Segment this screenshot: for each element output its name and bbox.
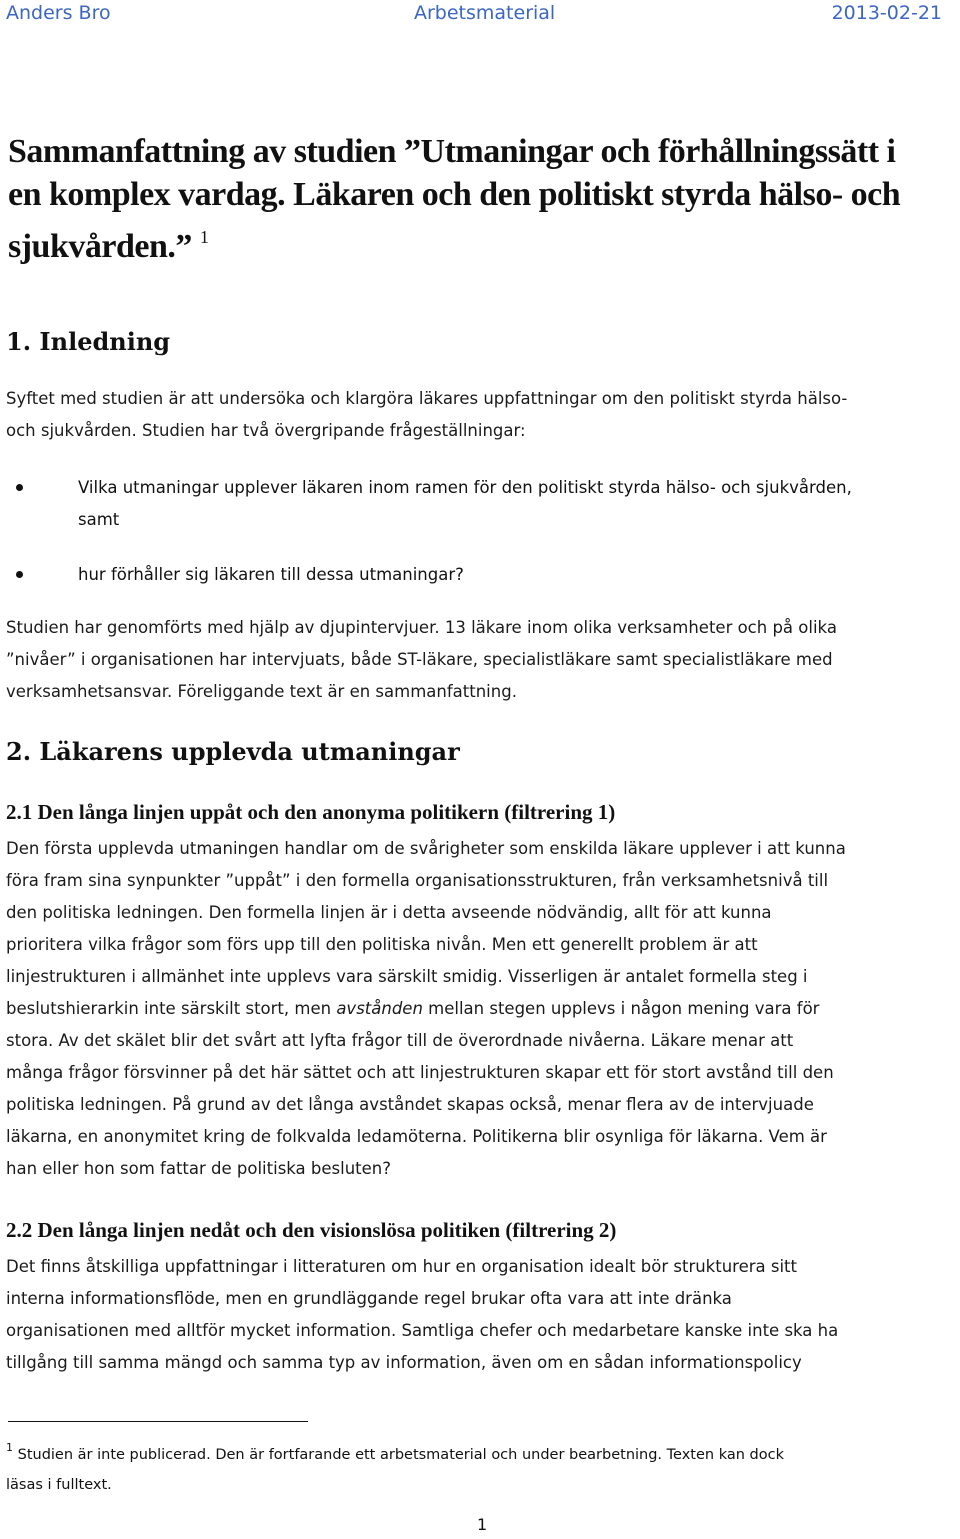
bullet-line: hur förhåller sig läkaren till dessa utmaningar?	[78, 565, 464, 584]
footnote-marker: 1	[6, 1441, 13, 1454]
paragraph-line: linjestrukturen i allmänhet inte upplevs vara särskilt smidig. Visserligen är antalet formella steg i	[6, 967, 808, 986]
method-paragraph	[6, 612, 956, 708]
paragraph-line: politiska ledningen. På grund av det långa avståndet skapas också, menar flera av de intervjuade	[6, 1095, 814, 1114]
paragraph-line: Den första upplevda utmaningen handlar om de svårigheter som enskilda läkare upplever i att kunna	[6, 839, 846, 858]
bullet-line: samt	[78, 510, 120, 529]
subsection-heading-2-2: 2.2 Den långa linjen nedåt och den visionslösa politiken (filtrering 2)	[6, 1218, 617, 1242]
header-date: 2013-02-21	[831, 2, 942, 24]
title-line: Sammanfattning av studien ”Utmaningar och förhållningssätt i	[8, 133, 896, 170]
paragraph-line: och sjukvården. Studien har två övergripande frågeställningar:	[6, 421, 526, 440]
paragraph-line: Syftet med studien är att undersöka och klargöra läkares uppfattningar om den politiskt styrda hälso-	[6, 389, 848, 408]
title-line: en komplex vardag. Läkaren och den politiskt styrda hälso- och	[8, 176, 901, 213]
paragraph-line: Det finns åtskilliga uppfattningar i litteraturen om hur en organisation idealt bör strukturera sitt	[6, 1257, 798, 1276]
paragraph-line: läkarna, en anonymitet kring de folkvalda ledamöterna. Politikerna blir osynliga för läkarna. Vem är	[6, 1127, 827, 1146]
paragraph-line: han eller hon som fattar de politiska besluten?	[6, 1159, 392, 1178]
line-text: mellan stegen upplevs i någon mening vara för	[422, 999, 820, 1018]
paragraph-line: många frågor försvinner på det här sättet och att linjestrukturen skapar ett för stort avstånd till den	[6, 1063, 834, 1082]
paragraph-line: ”nivåer” i organisationen har intervjuats, både ST-läkare, specialistläkare samt specialistläkare med	[6, 650, 833, 669]
section-heading-inledning: 1. Inledning	[6, 327, 171, 356]
paragraph-line: verksamhetsansvar. Föreliggande text är en sammanfattning.	[6, 682, 517, 701]
header-author: Anders Bro	[6, 2, 111, 24]
paragraph-line: tillgång till samma mängd och samma typ av information, även om en sådan informationspolicy	[6, 1353, 802, 1372]
footnote-text: Studien är inte publicerad. Den är fortfarande ett arbetsmaterial och under bearbetning. Texten kan dock	[13, 1447, 784, 1463]
title-line-text: sjukvården.”	[8, 228, 192, 265]
bullet-icon	[16, 484, 23, 491]
paragraph-line: interna informationsflöde, men en grundläggande regel brukar ofta vara att inte dränka	[6, 1289, 732, 1308]
section-2-2-paragraph	[6, 1251, 956, 1379]
intro-paragraph	[6, 383, 956, 447]
section-heading-utmaningar: 2. Läkarens upplevda utmaningar	[6, 737, 460, 766]
footnote-divider	[8, 1421, 308, 1422]
paragraph-line: Studien har genomförts med hjälp av djupintervjuer. 13 läkare inom olika verksamheter och på olika	[6, 618, 837, 637]
title-line	[8, 216, 958, 268]
footnote-line: läsas i fulltext.	[6, 1477, 112, 1493]
header-label: Arbetsmaterial	[414, 2, 556, 24]
subsection-heading-2-1: 2.1 Den långa linjen uppåt och den anonyma politikern (filtrering 1)	[6, 800, 616, 824]
page-header	[0, 0, 960, 30]
paragraph-line: stora. Av det skälet blir det svårt att lyfta frågor till de överordnade nivåerna. Läkare menar att	[6, 1031, 794, 1050]
paragraph-line: den politiska ledningen. Den formella linjen är i detta avseende nödvändig, allt för att kunna	[6, 903, 772, 922]
paragraph-line: organisationen med alltför mycket information. Samtliga chefer och medarbetare kanske inte ska ha	[6, 1321, 839, 1340]
line-text: beslutshierarkin inte särskilt stort, men	[6, 999, 337, 1018]
emphasis-text: avstånden	[336, 999, 423, 1018]
footnote	[6, 1433, 956, 1500]
footnote-ref[interactable]: 1	[199, 227, 209, 247]
paragraph-line: prioritera vilka frågor som förs upp till den politiska nivån. Men ett generellt problem är att	[6, 935, 758, 954]
bullet-line: Vilka utmaningar upplever läkaren inom ramen för den politiskt styrda hälso- och sjukvården,	[78, 478, 852, 497]
bullet-icon	[16, 571, 23, 578]
footnote-line	[6, 1433, 956, 1470]
section-2-1-paragraph	[6, 833, 956, 1185]
page-number: 1	[477, 1515, 488, 1534]
paragraph-line	[6, 993, 956, 1025]
document-title	[8, 130, 958, 268]
paragraph-line: föra fram sina synpunkter ”uppåt” i den formella organisationsstrukturen, från verksamhetsnivå till	[6, 871, 829, 890]
